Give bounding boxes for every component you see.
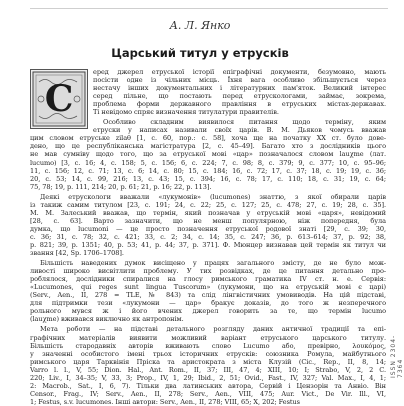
text-line: дено, що це республіканська магістратура [2, с. 45–49]. Багато хто з дослідників цього [30,142,386,151]
text-line: роблялося, дослідники спиралися на глосу римського граматика IV ст. н. е. Сервія: [30,275,386,284]
article-body [30,68,386,406]
text-line: Varro l. l., V, 55; Dion. Hal., Ant. Rom., II, 37; III, 47, 4; XIII, 10; I; Strabo, V, 2, 2 C. [30,365,386,374]
author-name: А. Л. Янко [169,19,231,32]
text-line: «Lucumones, qui reges sunt lingua Tuscorum» (лукумони, що на етруській мові є царі) [30,283,386,292]
text-line: із такиж самим титулом [23, с. 191; 24, с. 22; 25, с. 127; 25, с. 478; 27, с. 19; 28, с. 35]. [30,200,386,209]
text-line: Більшість стародавніх авторів вживають слово Lucumo або, превірно, λουκόμος, [30,341,386,350]
text-line: Більшість наведених думок висіщено у працях загального змісту, де не було мож- [40,259,386,268]
text-line: нестачу інших документальних і літературних пам'яток. Великий інтерес [93,84,386,93]
drop-cap-letter: С [44,78,74,120]
text-line: 20, с. 53; 14, с. 99, 216; 13, с. 43; 15, с. 394; 16, с. 78; 17, с. 110; 18, с. 31; 19, с. 64; [30,174,386,183]
text-line: [28, с. 63]. Варто зазначити, що не менш популярною, ніж попередня, була [30,216,386,225]
header-rule [30,8,388,9]
text-line: 1; Festus, s.v. lucumones. Інші автори: Serv., Aen., II, 278; VIII, 65; X, 202; Festus [30,397,300,406]
text-line: (Serv., Aen., II, 278 = TLE, № 843) та слід лінгвістичних умовиводів. На цій підставі, [30,291,386,300]
text-line: графічних матеріалів виявити можливий варіант етруського царського титулу. [30,333,386,342]
text-line: для підтримки тези «лукумони — цар» бракує доказів, до того ж незперечного [30,299,386,308]
text-line: посісти одне із чільних місць. Їхня вага особливо збільшується через [93,76,386,85]
text-line: проблема форми державного правління в етруських містах-державах. [93,100,386,109]
text-line: 11, с. 156; 12, с. 71; 13, с. 6; 14, с. 80; 15, с. 184; 16, с. 72; 17, с. 37; 18, с. 19; 19, с. 36; [30,166,386,175]
text-line: Ті невідомо спряє визначення титулатури правителів. [93,108,279,117]
text-line: lucumo) [3, с. 16; 4, с. 158; 5, с. 156; 6, с. 224; 7, с. 98; 8, с. 379; 9, с. 377; 10, с. 95–96; [30,158,386,167]
text-line: серед пільне, що постають перед етрускологами, займає, зокрема, [93,92,386,101]
text-line: ливості широко висвітлити проблему. У тих розвідках, де це питання детально про- [30,267,386,276]
text-line: Особливо складним виявилося питання щодо терміну, яким [103,118,386,127]
text-line: 2: Macrob., Sat., I, 6, 7). Тільки два латинських автора, Сервій і Цензорін та Анвіо. Він [30,381,386,390]
side-margin-mark: ISSN 2304-7364 [390,334,404,378]
drop-cap [30,69,88,129]
text-line: етруски у написах називали своїх царів. В. М. Дьяков чомусь вважав [93,126,386,135]
text-line: римського царя Тарквінія Пріска та аристократа з міста Клузій (Cic., Rep., II, 8, 14; [30,357,386,366]
text-line: Деякі етрускологи вважали «лукумонів» (lucumones) знаттю, з якої обирали царів [40,192,386,201]
text-line: (lauχme) вживався виключно як антропонім. [30,315,184,324]
text-line: думка, що lucumoni — це просто позначення етруської родової знаті [29, с. 39; 30, [30,224,386,233]
text-line: не мав сумніву щодо того, що за етруської мові «цар» позначалося словом lauχme (лат. [30,150,386,159]
ornamental-letter-s-icon [31,70,87,128]
text-line: 220; Liv., I, 34–35; V, 33, 3; Prop., IV, 1, 29; Ibid., 2, 51; Ovid., Fast., IV, 327; Val. Max., I, 4, 1; [30,373,386,382]
text-line: р. 821; 39, р. 1351; 40, р. 53; 41, р. 44; 37, р. 371]. Ф. Мюнцер визнавав цей термін як титул чи [30,240,386,249]
text-line: у значенні особистого імені трьох історичних етрусків: союзника Ромула, майбутнього [30,349,386,358]
article-title: Царський титул у етрусків [111,46,289,60]
text-line: звання [42, Sp. 1706–1708]. [30,249,124,258]
text-line: М. М. Залеський вважав, що термін, який позначав у етруській мові «царя», невідомий [30,208,386,217]
text-line: Мета роботи — на підставі детального розгляду даних античної традиції та епі- [40,325,386,334]
text-line: 75, 78; 19, р. 111, 214; 20, р. 61; 21, р. 16; 22, р. 113]. [30,182,212,191]
text-line: цим словом етруське zilaθ [1, с. 60, пор.: с. 58], хоча ще на початку XX ст. було дове- [30,134,386,143]
text-line: Censor., Frag., IV; Serv., Aen., II, 278; Serv., Aen., VIII, 475; Aur. Vict., De Vir. Ill., VI, [30,389,386,398]
text-line: еред джерел етруської історії епіграфічні документи, безумовно, мають [93,68,386,76]
text-line: с. 36; 31, с. 78; 32, с. 421; 33, с. 2; 34, с. 14; 35, с. 247; 36, р. 613–614; 37, р. 92; 38, [30,232,386,241]
text-line: рольного мувся ж і його вчених джерел говорить за те, що термін lucumo [30,307,386,316]
